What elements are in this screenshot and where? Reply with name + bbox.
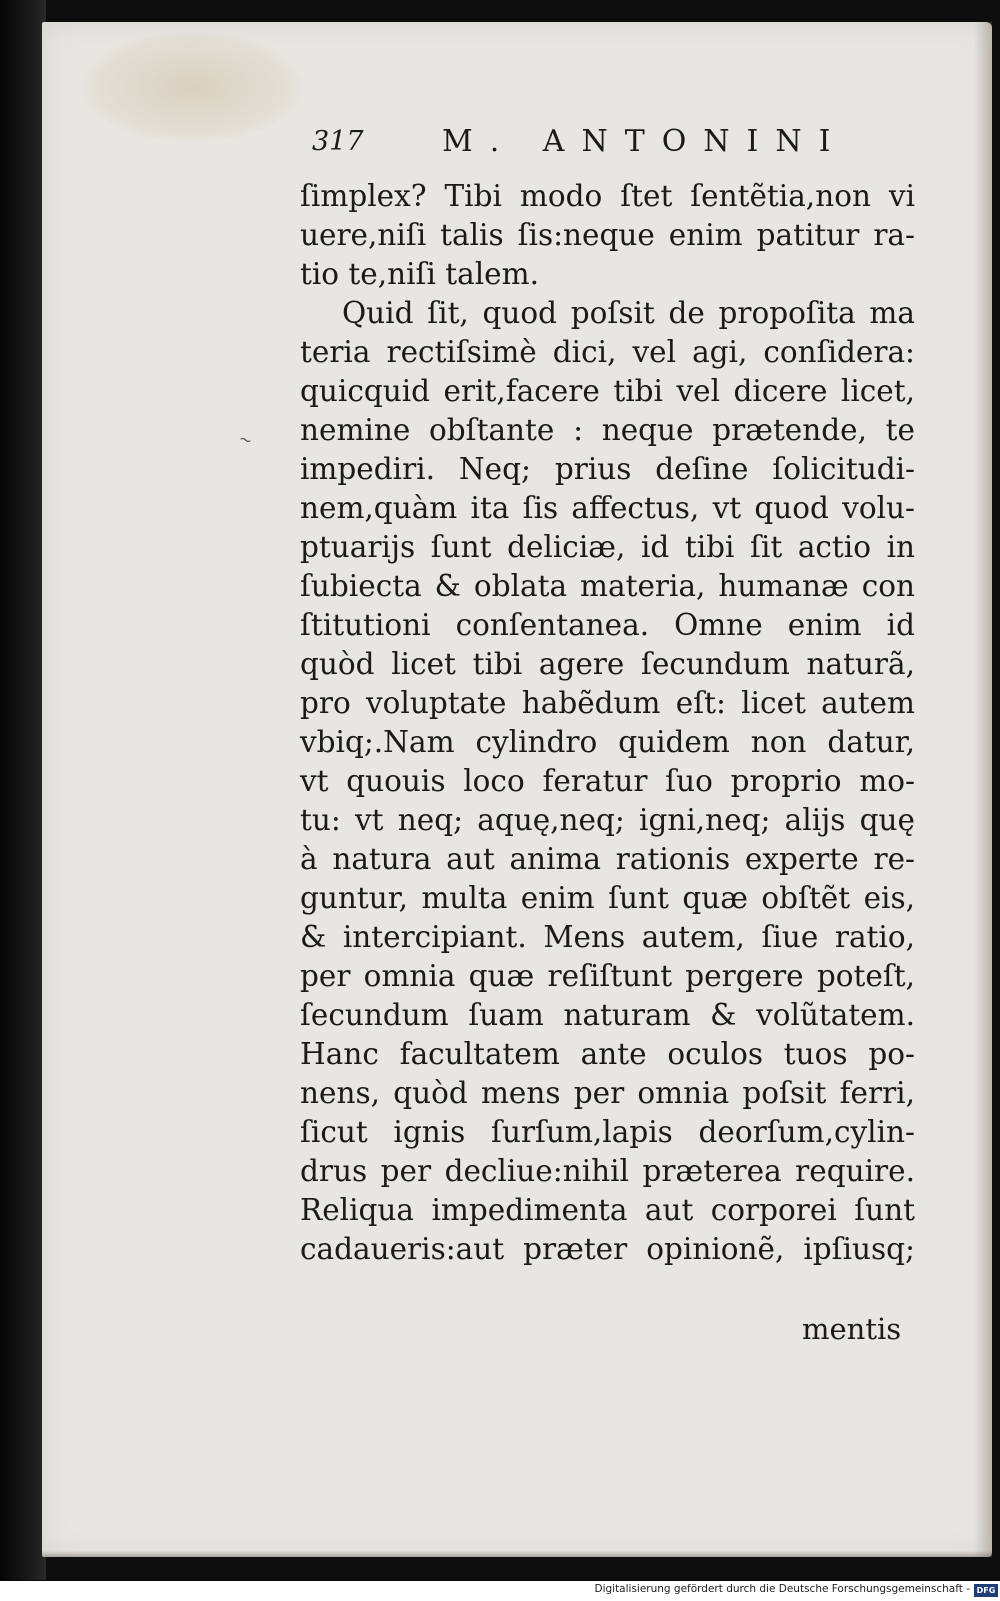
text-line: impediri. Neq; prius deſine ſolicitudi- — [300, 452, 915, 486]
page-edge-shadow — [974, 22, 992, 1557]
text-line: nemine obſtante : neque prætende, te — [300, 413, 915, 447]
text-line: quòd licet tibi agere ſecundum naturã, — [300, 647, 915, 681]
binding-shadow — [0, 0, 46, 1580]
water-stain — [82, 32, 302, 142]
text-line: ſicut ignis ſurſum,lapis deorſum,cylin- — [300, 1115, 915, 1149]
text-line: vt quouis loco feratur ſuo proprio mo- — [300, 764, 915, 798]
dfg-logo: DFG — [974, 1584, 998, 1597]
digitization-footer — [0, 1581, 1000, 1601]
text-line: ſtitutioni conſentanea. Omne enim id — [300, 608, 915, 642]
text-line: quicquid erit,facere tibi vel dicere licet, — [300, 374, 915, 408]
text-line: uere,niſi talis ſis:neque enim patitur ra- — [300, 218, 915, 252]
text-line: ſimplex? Tibi modo ſtet ſentẽtia,non vi — [300, 179, 915, 213]
text-line: Hanc facultatem ante oculos tuos po- — [300, 1037, 915, 1071]
stray-ink-mark: ~ — [236, 428, 256, 451]
page-bottom-edge — [42, 1551, 992, 1557]
body-text — [300, 177, 915, 1269]
page-header — [312, 120, 872, 170]
text-line: vbiq;.Nam cylindro quidem non datur, — [300, 725, 915, 759]
text-line: ptuarijs ſunt deliciæ, id tibi ſit actio in — [300, 530, 915, 564]
text-line: Reliqua impedimenta aut corporei ſunt — [300, 1193, 915, 1227]
text-line: Quid ſit, quod poſsit de propoſita ma — [342, 296, 915, 330]
text-line: cadaueris:aut præter opinionẽ, ipſiusq; — [300, 1232, 915, 1266]
text-line: nem,quàm ita ſis affectus, vt quod volu- — [300, 491, 915, 525]
text-line: drus per decliue:nihil præterea require. — [300, 1154, 915, 1188]
funding-credit: Digitalisierung gefördert durch die Deutsche Forschungsgemeinschaft - — [594, 1583, 970, 1595]
text-line: à natura aut anima rationis experte re- — [300, 842, 915, 876]
text-line: per omnia quæ reſiſtunt pergere poteſt, — [300, 959, 915, 993]
text-line: pro voluptate habẽdum eſt: licet autem — [300, 686, 915, 720]
text-line: guntur, multa enim ſunt quæ obſtẽt eis, — [300, 881, 915, 915]
book-page — [42, 22, 992, 1557]
catchword: mentis — [802, 1312, 902, 1346]
text-line: nens, quòd mens per omnia poſsit ferri, — [300, 1076, 915, 1110]
text-line: ſecundum ſuam naturam & volũtatem. — [300, 998, 915, 1032]
text-line: ſubiecta & oblata materia, humanæ con — [300, 569, 915, 603]
text-line: teria rectiſsimè dici, vel agi, conſidera: — [300, 335, 915, 369]
text-line: & intercipiant. Mens autem, ſiue ratio, — [300, 920, 915, 954]
page-number: 317 — [312, 126, 364, 157]
text-line: tio te,niſi talem. — [300, 257, 539, 291]
running-title: M. ANTONINI — [442, 124, 848, 159]
text-line: tu: vt neq; aquę,neq; igni,neq; alijs quę — [300, 803, 915, 837]
